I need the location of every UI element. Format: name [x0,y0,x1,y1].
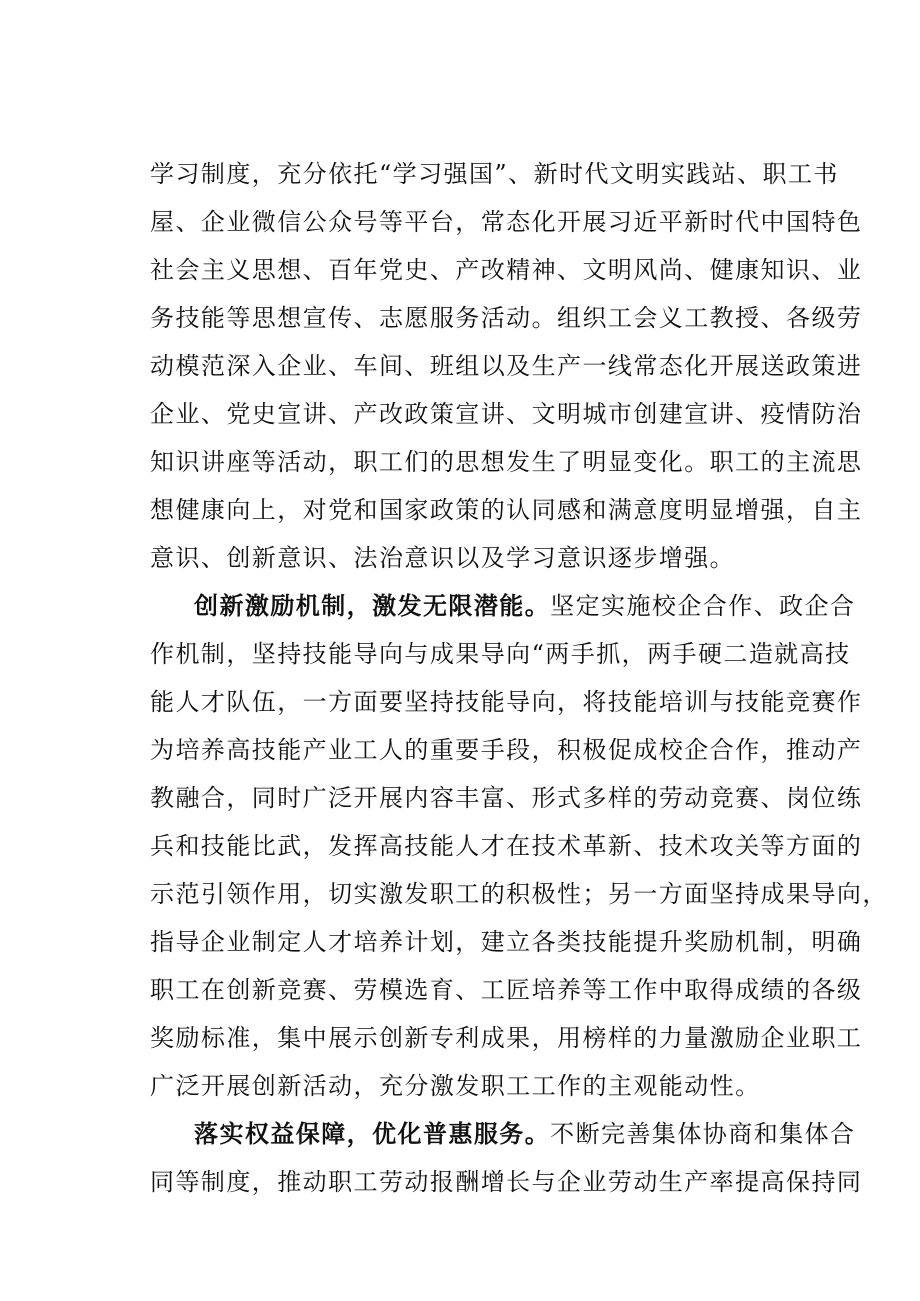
document-body [150,150,888,1206]
paragraph-heading: 落实权益保障，优化普惠服务。 [194,1119,551,1148]
text-line: 动模范深入企业、车间、班组以及生产一线常态化开展送政策进 [150,352,863,380]
text-line: 作机制，坚持技能导向与成果导向“两手抓，两手硬二造就高技 [150,640,851,668]
paragraph-rights-protection [150,1110,863,1206]
text-line: 社会主义思想、百年党史、产改精神、文明风尚、健康知识、业 [150,256,863,284]
text-line: 能人才队伍，一方面要坚持技能导向，将技能培训与技能竞赛作 [150,688,863,716]
text-line: 为培养高技能产业工人的重要手段，积极促成校企合作，推动产 [150,736,863,764]
paragraph-first-line [150,582,856,630]
text-line: 职工在创新竞赛、劳模选育、工匠培养等工作中取得成绩的各级 [150,976,863,1004]
paragraph-heading: 创新激励机制，激发无限潜能。 [194,591,551,620]
text-line: 示范引领作用，切实激发职工的积极性；另一方面坚持成果导向， [150,880,888,908]
paragraph-learning [150,150,863,582]
text-line: 知识讲座等活动，职工们的思想发生了明显变化。职工的主流思 [150,448,863,476]
text-line: 兵和技能比武，发挥高技能人才在技术革新、技术攻关等方面的 [150,832,863,860]
text-line: 教融合，同时广泛开展内容丰富、形式多样的劳动竞赛、岗位练 [150,784,863,812]
text-line: 想健康向上，对党和国家政策的认同感和满意度明显增强，自主 [150,496,863,524]
text-line: 广泛开展创新活动，充分激发职工工作的主观能动性。 [150,1072,761,1100]
text-run: 坚定实施校企合作、政企合 [550,592,856,620]
text-line: 务技能等思想宣传、志愿服务活动。组织工会义工教授、各级劳 [150,304,863,332]
text-line: 同等制度，推动职工劳动报酬增长与企业劳动生产率提高保持同 [150,1168,863,1196]
text-run: 不断完善集体协商和集体合 [550,1120,856,1148]
text-line: 奖励标准，集中展示创新专利成果，用榜样的力量激励企业职工 [150,1024,863,1052]
paragraph-first-line [150,1110,856,1158]
text-line: 屋、企业微信公众号等平台，常态化开展习近平新时代中国特色 [150,208,863,236]
text-line: 指导企业制定人才培养计划，建立各类技能提升奖励机制，明确 [150,928,863,956]
text-line: 意识、创新意识、法治意识以及学习意识逐步增强。 [150,544,736,572]
paragraph-innovation-incentives [150,582,888,1110]
text-line: 企业、党史宣讲、产改政策宣讲、文明城市创建宣讲、疫情防治 [150,400,863,428]
text-line: 学习制度，充分依托“学习强国”、新时代文明实践站、职工书 [150,160,839,188]
